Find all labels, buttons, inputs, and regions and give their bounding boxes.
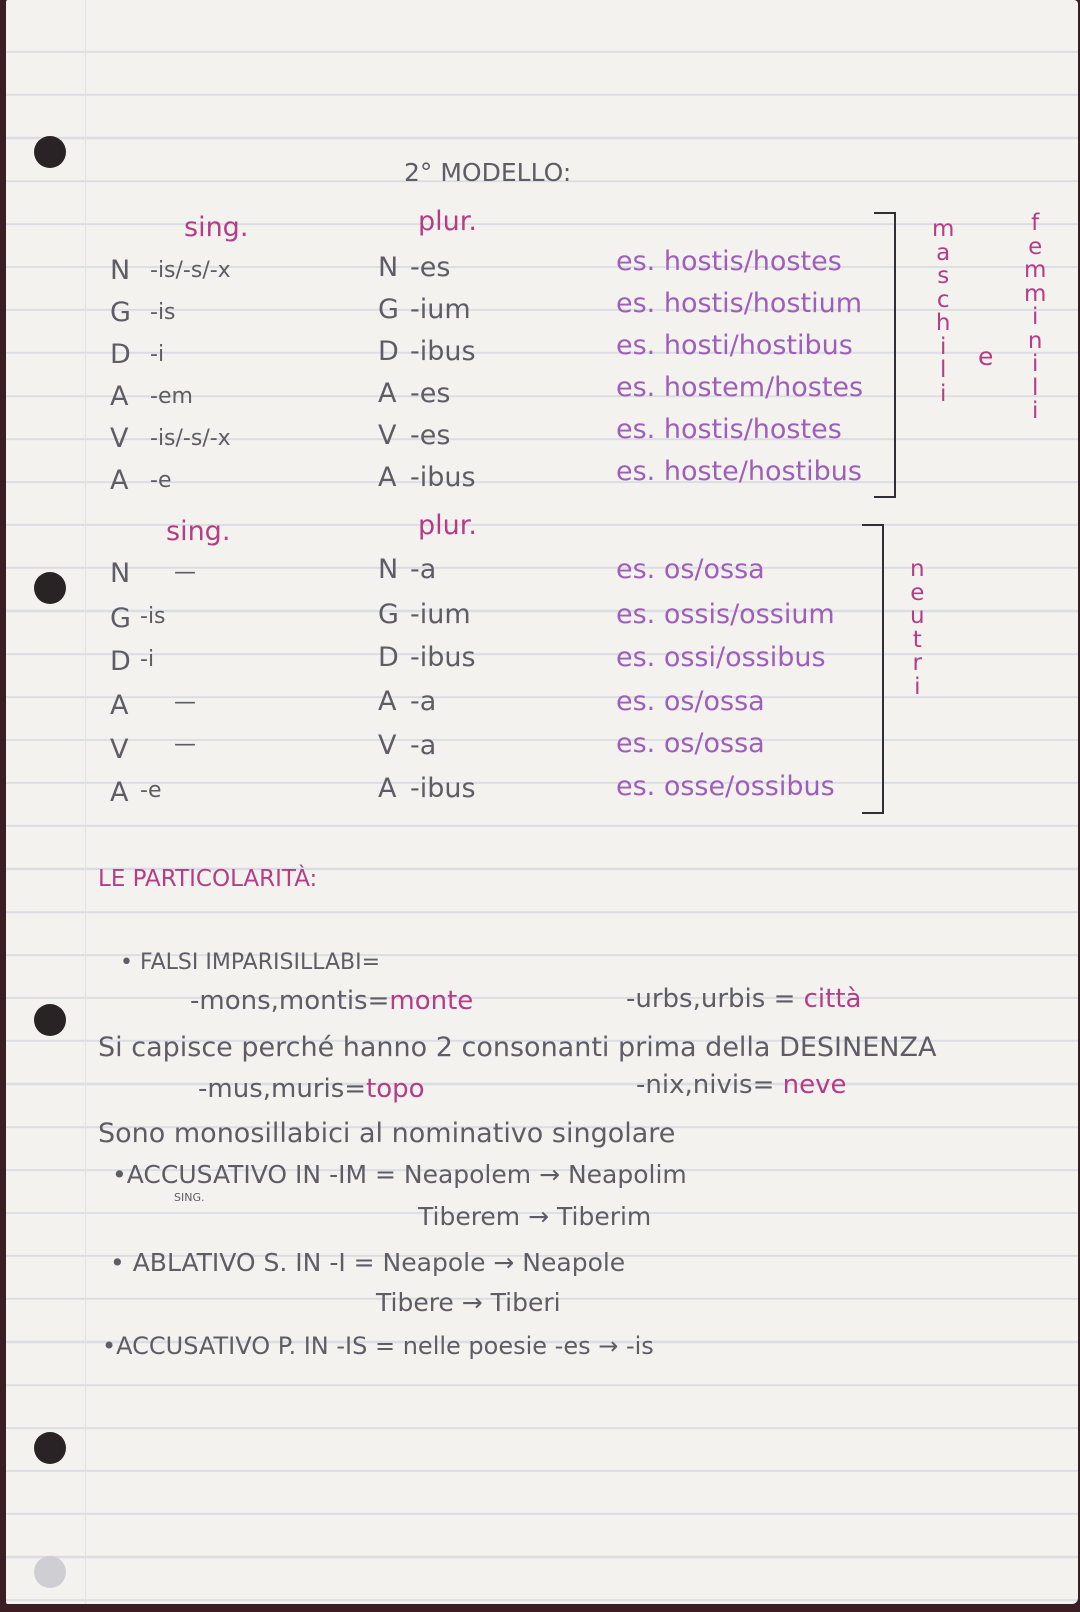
example-text: es. ossi/ossibus <box>616 642 826 673</box>
example-term: -mus,muris=topo <box>198 1074 425 1104</box>
plur-ending: -ibus <box>410 336 476 367</box>
plur-case-label: A <box>378 462 397 493</box>
case-label: D <box>110 646 131 677</box>
plur-case-label: A <box>378 378 397 409</box>
binder-hole <box>34 572 66 604</box>
sing-ending: -em <box>150 384 193 409</box>
plur-header: plur. <box>418 206 477 237</box>
margin-line <box>85 0 86 1604</box>
accusativo-sing: •ACCUSATIVO IN -IM = Neapolem → Neapolim <box>112 1160 687 1189</box>
plur-ending: -es <box>410 252 451 283</box>
sing-header: sing. <box>184 212 249 243</box>
sing-ending: -i <box>150 342 165 367</box>
example-text: es. os/ossa <box>616 728 765 759</box>
ablativo-2: Tibere → Tiberi <box>376 1288 561 1317</box>
example-text: es. hostis/hostium <box>616 288 862 319</box>
case-label: A <box>110 690 129 721</box>
sing-ending: — <box>174 732 196 757</box>
case-label: D <box>110 339 131 370</box>
plur-ending: -ibus <box>410 462 476 493</box>
plur-case-label: G <box>378 294 399 325</box>
label-femminili: f e m m i n i l i <box>1024 210 1047 424</box>
bracket-table2 <box>862 524 884 814</box>
ablativo: • ABLATIVO S. IN -I = Neapole → Neapole <box>110 1248 626 1277</box>
example-text: es. ossis/ossium <box>616 599 835 630</box>
plur-case-label: A <box>378 773 397 804</box>
falsi-heading: • FALSI IMPARISILLABI= <box>120 950 381 975</box>
case-label: N <box>110 558 131 589</box>
binder-hole <box>34 1432 66 1464</box>
plur-case-label: N <box>378 252 399 283</box>
sing-ending: -e <box>140 778 162 803</box>
example-term: -nix,nivis= neve <box>636 1070 847 1100</box>
plur-ending: -es <box>410 378 451 409</box>
plur-ending: -ibus <box>410 773 476 804</box>
case-label: V <box>110 423 129 454</box>
accusativo-sing-2: Tiberem → Tiberim <box>418 1202 652 1231</box>
case-label: G <box>110 297 131 328</box>
plur-case-label: V <box>378 420 397 451</box>
sing-ending: — <box>174 690 196 715</box>
case-label: G <box>110 603 131 634</box>
plur-ending: -a <box>410 686 437 717</box>
sing-header: sing. <box>166 516 231 547</box>
example-term: -mons,montis=monte <box>190 986 474 1016</box>
sing-ending: -is/-s/-x <box>150 426 231 451</box>
case-label: N <box>110 255 131 286</box>
case-label: A <box>110 465 129 496</box>
binder-hole <box>34 1004 66 1036</box>
binder-hole <box>34 1556 66 1588</box>
example-text: es. os/ossa <box>616 686 765 717</box>
case-label: V <box>110 734 129 765</box>
example-text: es. hosti/hostibus <box>616 330 853 361</box>
bracket-table1 <box>874 212 896 498</box>
sing-ending: -i <box>140 647 155 672</box>
sing-ending: -is/-s/-x <box>150 258 231 283</box>
note-line: Sono monosillabici al nominativo singolare <box>98 1118 676 1149</box>
example-text: es. osse/ossibus <box>616 771 835 802</box>
page-title: 2° MODELLO: <box>404 158 572 187</box>
sing-ending: -e <box>150 468 172 493</box>
plur-ending: -ium <box>410 599 471 630</box>
note-line: Si capisce perché hanno 2 consonanti prima della DESINENZA <box>98 1032 937 1063</box>
accusativo-plur: •ACCUSATIVO P. IN -IS = nelle poesie -es → -is <box>102 1332 654 1360</box>
plur-case-label: N <box>378 554 399 585</box>
plur-ending: -a <box>410 730 437 761</box>
sing-ending: -is <box>150 300 176 325</box>
example-text: es. hostis/hostes <box>616 246 842 277</box>
plur-ending: -a <box>410 554 437 585</box>
example-term: -urbs,urbis = città <box>626 984 862 1014</box>
example-text: es. hoste/hostibus <box>616 456 862 487</box>
plur-ending: -ibus <box>410 642 476 673</box>
plur-case-label: D <box>378 336 399 367</box>
label-maschili: m a s c h i l i <box>932 216 955 407</box>
plur-case-label: D <box>378 642 399 673</box>
plur-case-label: V <box>378 730 397 761</box>
notebook-page <box>6 0 1078 1604</box>
plur-case-label: A <box>378 686 397 717</box>
case-label: A <box>110 381 129 412</box>
plur-case-label: G <box>378 599 399 630</box>
example-text: es. os/ossa <box>616 554 765 585</box>
sing-subscript: SING. <box>174 1191 205 1204</box>
plur-ending: -ium <box>410 294 471 325</box>
binder-hole <box>34 136 66 168</box>
example-text: es. hostem/hostes <box>616 372 864 403</box>
case-label: A <box>110 777 129 808</box>
section-heading: LE PARTICOLARITÀ: <box>98 866 318 892</box>
label-conjunction: e <box>978 342 994 371</box>
sing-ending: — <box>174 560 196 585</box>
plur-header: plur. <box>418 510 477 541</box>
sing-ending: -is <box>140 604 166 629</box>
plur-ending: -es <box>410 420 451 451</box>
example-text: es. hostis/hostes <box>616 414 842 445</box>
label-neutri: n e u t r i <box>910 556 925 700</box>
